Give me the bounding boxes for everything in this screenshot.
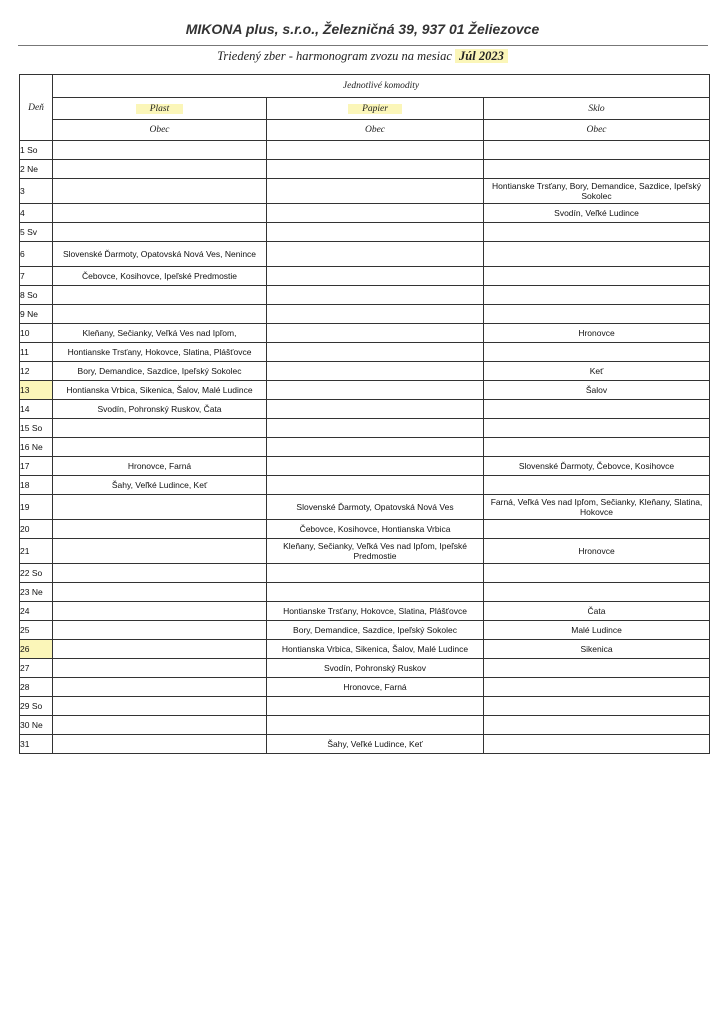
plast-obec-header: Obec xyxy=(53,120,267,141)
papier-cell xyxy=(267,716,484,735)
day-cell: 27 xyxy=(20,659,53,678)
day-header: Deň xyxy=(20,75,53,141)
plast-cell xyxy=(53,583,267,602)
table-row xyxy=(20,267,710,286)
plast-cell xyxy=(53,223,267,242)
plast-cell xyxy=(53,305,267,324)
plast-cell: Hontianske Trsťany, Hokovce, Slatina, Plášťovce xyxy=(53,343,267,362)
sklo-cell xyxy=(484,419,710,438)
day-cell: 23 Ne xyxy=(20,583,53,602)
plast-cell xyxy=(53,179,267,204)
day-cell: 26 xyxy=(20,640,53,659)
papier-cell xyxy=(267,204,484,223)
sklo-cell xyxy=(484,678,710,697)
sklo-cell: Hronovce xyxy=(484,324,710,343)
sklo-cell: Hontianske Trsťany, Bory, Demandice, Sazdice, Ipeľský Sokolec xyxy=(484,179,710,204)
table-row xyxy=(20,242,710,267)
table-row xyxy=(20,141,710,160)
table-row xyxy=(20,602,710,621)
sklo-obec-header: Obec xyxy=(484,120,710,141)
day-cell: 4 xyxy=(20,204,53,223)
plast-cell xyxy=(53,286,267,305)
plast-cell xyxy=(53,640,267,659)
table-row xyxy=(20,678,710,697)
papier-cell xyxy=(267,564,484,583)
day-cell: 13 xyxy=(20,381,53,400)
subtitle-text: Triedený zber - harmonogram zvozu na mesiac xyxy=(217,49,452,63)
day-cell: 16 Ne xyxy=(20,438,53,457)
day-cell: 17 xyxy=(20,457,53,476)
sklo-cell: Sikenica xyxy=(484,640,710,659)
papier-cell xyxy=(267,457,484,476)
plast-cell xyxy=(53,602,267,621)
sklo-cell xyxy=(484,223,710,242)
day-cell: 24 xyxy=(20,602,53,621)
papier-cell: Kleňany, Sečianky, Veľká Ves nad Ipľom, Ipeľské Predmostie xyxy=(267,539,484,564)
plast-cell xyxy=(53,621,267,640)
table-row xyxy=(20,305,710,324)
sklo-cell xyxy=(484,141,710,160)
plast-cell xyxy=(53,735,267,754)
plast-cell xyxy=(53,160,267,179)
table-row xyxy=(20,640,710,659)
table-row xyxy=(20,659,710,678)
day-cell: 19 xyxy=(20,495,53,520)
papier-cell: Čebovce, Kosihovce, Hontianska Vrbica xyxy=(267,520,484,539)
group-header: Jednotlivé komodity xyxy=(53,75,710,98)
papier-cell: Svodín, Pohronský Ruskov xyxy=(267,659,484,678)
table-row xyxy=(20,362,710,381)
plast-cell xyxy=(53,716,267,735)
table-row xyxy=(20,520,710,539)
document-subtitle xyxy=(0,49,725,64)
table-row xyxy=(20,457,710,476)
sklo-cell: Farná, Veľká Ves nad Ipľom, Sečianky, Kleňany, Slatina, Hokovce xyxy=(484,495,710,520)
sklo-cell xyxy=(484,697,710,716)
day-cell: 6 xyxy=(20,242,53,267)
table-row xyxy=(20,381,710,400)
papier-obec-header: Obec xyxy=(267,120,484,141)
papier-cell xyxy=(267,324,484,343)
day-cell: 31 xyxy=(20,735,53,754)
plast-cell: Hontianska Vrbica, Sikenica, Šalov, Malé Ludince xyxy=(53,381,267,400)
sklo-cell xyxy=(484,160,710,179)
column-header-sklo xyxy=(484,98,710,120)
papier-cell: Šahy, Veľké Ludince, Keť xyxy=(267,735,484,754)
plast-cell: Šahy, Veľké Ludince, Keť xyxy=(53,476,267,495)
day-cell: 21 xyxy=(20,539,53,564)
sklo-label: Sklo xyxy=(588,103,605,114)
papier-cell xyxy=(267,267,484,286)
collection-schedule-table xyxy=(19,74,710,754)
papier-cell xyxy=(267,141,484,160)
table-row xyxy=(20,179,710,204)
papier-cell xyxy=(267,400,484,419)
papier-cell xyxy=(267,583,484,602)
plast-cell: Bory, Demandice, Sazdice, Ipeľský Sokolec xyxy=(53,362,267,381)
table-row xyxy=(20,324,710,343)
papier-cell xyxy=(267,381,484,400)
table-row xyxy=(20,697,710,716)
day-cell: 10 xyxy=(20,324,53,343)
sklo-cell xyxy=(484,267,710,286)
day-cell: 22 So xyxy=(20,564,53,583)
table-row xyxy=(20,583,710,602)
plast-cell xyxy=(53,141,267,160)
papier-cell xyxy=(267,305,484,324)
day-cell: 18 xyxy=(20,476,53,495)
sklo-cell xyxy=(484,735,710,754)
sklo-cell xyxy=(484,564,710,583)
sklo-cell: Malé Ludince xyxy=(484,621,710,640)
table-row xyxy=(20,400,710,419)
table-row xyxy=(20,204,710,223)
plast-cell: Slovenské Ďarmoty, Opatovská Nová Ves, Nenince xyxy=(53,242,267,267)
plast-cell xyxy=(53,659,267,678)
plast-cell: Čebovce, Kosihovce, Ipeľské Predmostie xyxy=(53,267,267,286)
day-cell: 11 xyxy=(20,343,53,362)
plast-cell xyxy=(53,520,267,539)
papier-cell xyxy=(267,362,484,381)
table-row xyxy=(20,495,710,520)
day-cell: 29 So xyxy=(20,697,53,716)
plast-cell xyxy=(53,678,267,697)
papier-cell xyxy=(267,438,484,457)
plast-cell xyxy=(53,564,267,583)
table-row xyxy=(20,343,710,362)
table-row xyxy=(20,223,710,242)
papier-cell xyxy=(267,223,484,242)
header-divider xyxy=(18,45,708,46)
day-cell: 14 xyxy=(20,400,53,419)
column-header-papier xyxy=(267,98,484,120)
day-cell: 9 Ne xyxy=(20,305,53,324)
papier-label: Papier xyxy=(348,104,402,114)
papier-cell: Hronovce, Farná xyxy=(267,678,484,697)
sklo-cell xyxy=(484,438,710,457)
table-row xyxy=(20,716,710,735)
papier-cell xyxy=(267,476,484,495)
day-cell: 25 xyxy=(20,621,53,640)
papier-cell: Slovenské Ďarmoty, Opatovská Nová Ves xyxy=(267,495,484,520)
table-row xyxy=(20,621,710,640)
papier-cell: Hontianske Trsťany, Hokovce, Slatina, Plášťovce xyxy=(267,602,484,621)
sklo-cell xyxy=(484,242,710,267)
day-cell: 3 xyxy=(20,179,53,204)
papier-cell xyxy=(267,343,484,362)
sklo-cell xyxy=(484,716,710,735)
table-row xyxy=(20,286,710,305)
day-cell: 28 xyxy=(20,678,53,697)
company-header: MIKONA plus, s.r.o., Železničná 39, 937 01 Želiezovce xyxy=(185,21,540,37)
plast-cell: Svodín, Pohronský Ruskov, Čata xyxy=(53,400,267,419)
papier-cell: Hontianska Vrbica, Sikenica, Šalov, Malé Ludince xyxy=(267,640,484,659)
day-cell: 2 Ne xyxy=(20,160,53,179)
papier-cell: Bory, Demandice, Sazdice, Ipeľský Sokolec xyxy=(267,621,484,640)
sklo-cell xyxy=(484,343,710,362)
plast-cell xyxy=(53,539,267,564)
table-row xyxy=(20,160,710,179)
table-row xyxy=(20,438,710,457)
sklo-cell xyxy=(484,659,710,678)
table-row xyxy=(20,539,710,564)
papier-cell xyxy=(267,419,484,438)
plast-cell xyxy=(53,495,267,520)
sklo-cell xyxy=(484,520,710,539)
plast-cell: Hronovce, Farná xyxy=(53,457,267,476)
day-cell: 12 xyxy=(20,362,53,381)
sklo-cell xyxy=(484,476,710,495)
papier-cell xyxy=(267,697,484,716)
sklo-cell: Čata xyxy=(484,602,710,621)
sklo-cell: Svodín, Veľké Ludince xyxy=(484,204,710,223)
sklo-cell xyxy=(484,286,710,305)
papier-cell xyxy=(267,179,484,204)
sklo-cell xyxy=(484,583,710,602)
plast-cell xyxy=(53,204,267,223)
day-cell: 1 So xyxy=(20,141,53,160)
sklo-cell xyxy=(484,305,710,324)
papier-cell xyxy=(267,160,484,179)
sklo-cell xyxy=(484,400,710,419)
table-row xyxy=(20,735,710,754)
plast-cell xyxy=(53,419,267,438)
sklo-cell: Slovenské Ďarmoty, Čebovce, Kosihovce xyxy=(484,457,710,476)
column-header-plast xyxy=(53,98,267,120)
papier-cell xyxy=(267,286,484,305)
papier-cell xyxy=(267,242,484,267)
sklo-cell: Šalov xyxy=(484,381,710,400)
table-row xyxy=(20,476,710,495)
day-cell: 20 xyxy=(20,520,53,539)
plast-cell xyxy=(53,697,267,716)
day-cell: 30 Ne xyxy=(20,716,53,735)
table-row xyxy=(20,564,710,583)
plast-label: Plast xyxy=(136,104,184,114)
month-label: Júl 2023 xyxy=(455,49,508,63)
day-cell: 5 Sv xyxy=(20,223,53,242)
plast-cell xyxy=(53,438,267,457)
sklo-cell: Hronovce xyxy=(484,539,710,564)
plast-cell: Kleňany, Sečianky, Veľká Ves nad Ipľom, xyxy=(53,324,267,343)
table-row xyxy=(20,419,710,438)
day-cell: 15 So xyxy=(20,419,53,438)
day-cell: 8 So xyxy=(20,286,53,305)
day-cell: 7 xyxy=(20,267,53,286)
sklo-cell: Keť xyxy=(484,362,710,381)
